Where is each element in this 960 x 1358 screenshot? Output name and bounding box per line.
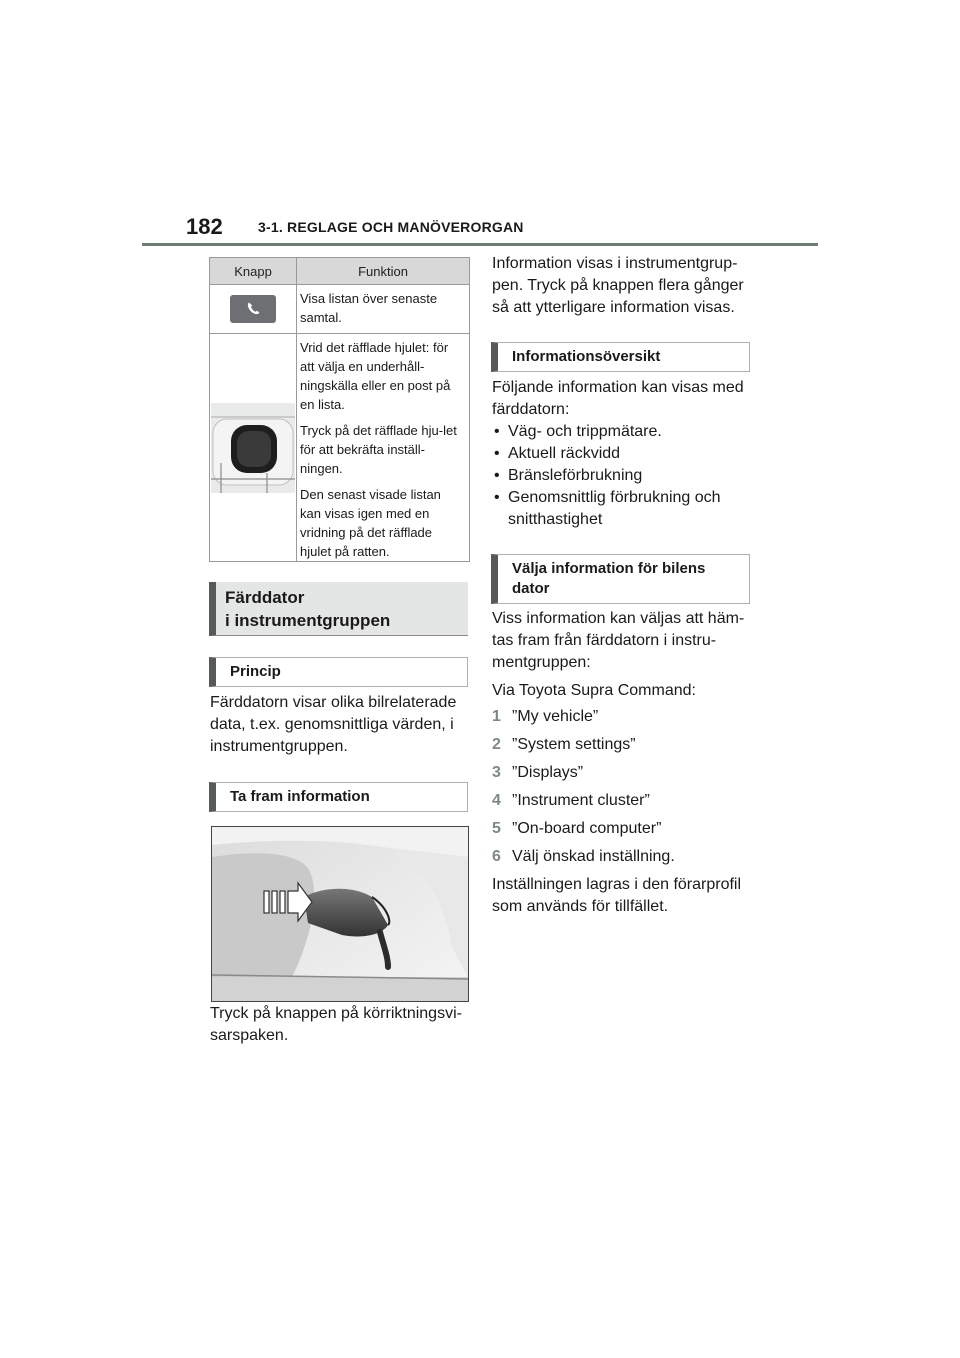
step-number: 3	[492, 764, 501, 781]
list-item	[492, 846, 750, 868]
step-number: 6	[492, 848, 501, 865]
section-heading-farddator	[209, 582, 468, 636]
list-item: • Bränsleförbrukning	[492, 465, 750, 487]
step-text: ”System settings”	[512, 736, 636, 753]
list-item	[492, 818, 750, 840]
knurled-wheel-icon	[211, 403, 295, 493]
paragraph: Följande information kan visas med färddatorn:	[492, 379, 744, 418]
function-text: Visa listan över senaste samtal.	[300, 291, 438, 325]
step-text: ”Displays”	[512, 764, 584, 781]
column-header-funktion: Funktion	[358, 263, 408, 279]
intro-text	[492, 253, 750, 319]
step-number: 5	[492, 820, 501, 837]
phone-icon	[230, 295, 276, 323]
step-text: ”Instrument cluster”	[512, 792, 650, 809]
list-item: • Väg- och trippmätare.	[492, 421, 750, 443]
table-row	[210, 334, 469, 561]
section-heading-informationsoversikt: Informationsöversikt	[491, 342, 750, 372]
list-item	[492, 762, 750, 784]
step-number: 4	[492, 792, 501, 809]
table-cell-icon	[210, 285, 297, 333]
paragraph: Färddatorn visar olika bilrelaterade data, t.ex. genomsnittliga värden, i instrumentgruppen.	[210, 694, 457, 755]
list-item	[492, 790, 750, 812]
lever-illustration	[211, 826, 469, 1002]
section-heading-ta-fram: Ta fram information	[209, 782, 468, 812]
list-item: • Aktuell räckvidd	[492, 443, 750, 465]
column-header-knapp: Knapp	[210, 258, 297, 284]
info-list	[492, 421, 750, 531]
step-number: 1	[492, 708, 501, 725]
table-cell-icon	[210, 334, 297, 561]
step-text: Välj önskad inställning.	[512, 848, 675, 865]
step-text: ”On-board computer”	[512, 820, 662, 837]
paragraph: Tryck på knappen på körriktningsvi-sarspaken.	[210, 1005, 462, 1044]
heading-line: i instrumentgruppen	[225, 611, 391, 630]
paragraph: Information visas i instrumentgrup-pen. Tryck på knappen flera gånger så att ytterligare information visas.	[492, 255, 744, 316]
step-text: ”My vehicle”	[512, 708, 599, 725]
illustration-caption	[210, 1003, 468, 1047]
heading-line: Färddator	[225, 588, 305, 607]
header-rule	[142, 243, 818, 246]
list-item	[492, 734, 750, 756]
table-cell-text	[297, 285, 469, 333]
section-heading-valja-information: Välja information för bilens dator	[491, 554, 750, 604]
function-text: Den senast visade listan kan visas igen med en vridning på det räfflade hjulet på ratten.	[300, 487, 441, 559]
turn-signal-lever-image	[212, 827, 468, 1001]
chapter-title: 3-1. REGLAGE OCH MANÖVERORGAN	[258, 219, 524, 235]
paragraph: Viss information kan väljas att häm-tas fram från färddatorn i instru-mentgruppen:	[492, 610, 745, 671]
section-heading-princip: Princip	[209, 657, 468, 687]
table-header	[210, 258, 469, 285]
function-text: Tryck på det räfflade hju-let för att bekräfta inställ-ningen.	[300, 423, 457, 476]
list-item: • Genomsnittlig förbrukning och snitthastighet	[492, 487, 750, 531]
steps-list	[492, 706, 750, 868]
paragraph: Inställningen lagras i den förarprofil som används för tillfället.	[492, 876, 742, 915]
overview-section	[492, 377, 750, 531]
function-text: Vrid det räfflade hjulet: för att välja en underhåll-ningskälla eller en post på en lista.	[300, 340, 451, 412]
button-function-table	[209, 257, 470, 562]
select-section	[492, 608, 750, 918]
table-row	[210, 285, 469, 334]
page-number: 182	[186, 214, 223, 239]
table-cell-text	[297, 334, 469, 561]
paragraph: Via Toyota Supra Command:	[492, 682, 696, 699]
list-item	[492, 706, 750, 728]
step-number: 2	[492, 736, 501, 753]
principle-text	[210, 692, 468, 758]
